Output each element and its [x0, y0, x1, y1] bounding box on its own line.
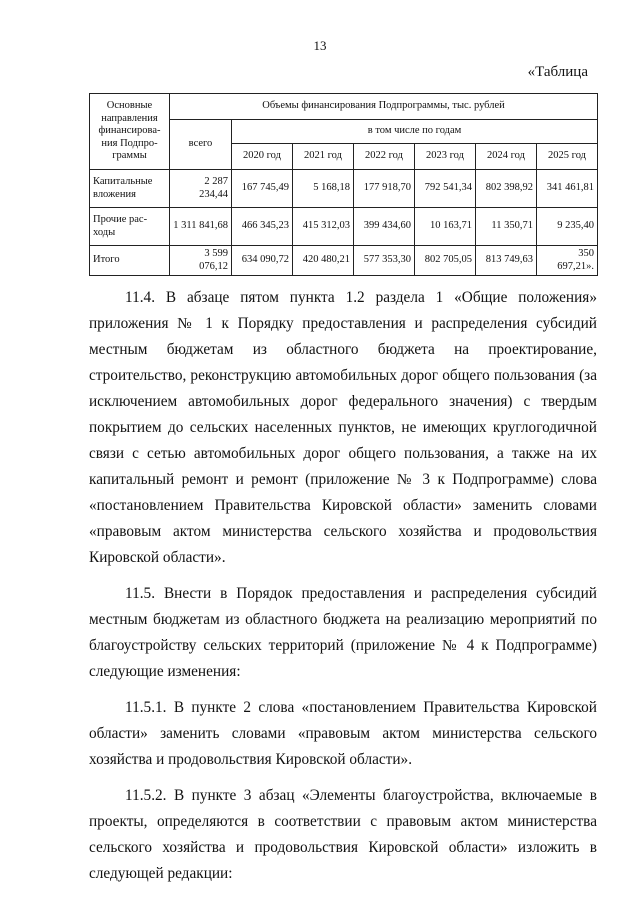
header-year: 2022 год	[354, 144, 415, 170]
row-name: Итого	[90, 246, 170, 276]
paragraph-11-5: 11.5. Внести в Порядок предоставления и распределения субсидий местным бюджетам из областного бюджета на реализацию мероприятий по благоустройству сельских территорий (приложение № 4 к Подпрограмме) следующие изменения:	[89, 585, 597, 680]
paragraph-11-5-1: 11.5.1. В пункте 2 слова «постановлением Правительства Кировской области» заменить словами «правовым актом министерства сельского хозяйства и продовольствия Кировской области».	[89, 699, 597, 768]
row-value: 177 918,70	[354, 170, 415, 208]
row-value: 350 697,21».	[537, 246, 598, 276]
row-value: 802 705,05	[415, 246, 476, 276]
row-value: 167 745,49	[232, 170, 293, 208]
row-name: Прочие рас-ходы	[90, 208, 170, 246]
row-total: 1 311 841,68	[170, 208, 232, 246]
row-total: 3 599 076,12	[170, 246, 232, 276]
paragraph-11-4: 11.4. В абзаце пятом пункта 1.2 раздела 1 «Общие положения» приложения № 1 к Порядку предоставления и распределения субсидий местным бюджетам из областного бюджета на проектирование, строительство, реконструкцию автомобильных дорог общего пользования (за исключением автомобильных дорог федерального значения) с твердым покрытием до сельских населенных пунктов, не имеющих круглогодичной связи с сетью автомобильных дорог общего пользования, а также на их капитальный ремонт и ремонт (приложение № 3 к Подпрограмме) слова «постановлением Правительства Кировской области» заменить словами «правовым актом министерства сельского хозяйства и продовольствия Кировской области».	[89, 289, 597, 566]
row-value: 802 398,92	[476, 170, 537, 208]
row-value: 813 749,63	[476, 246, 537, 276]
row-value: 10 163,71	[415, 208, 476, 246]
header-total: всего	[170, 120, 232, 170]
paragraph-11-5-2: 11.5.2. В пункте 3 абзац «Элементы благоустройства, включаемые в проекты, определяются в соответствии с правовым актом министерства сельского хозяйства и продовольствия Кировской области» изложить в следующей редакции:	[89, 787, 597, 882]
table-row	[90, 208, 598, 246]
financing-table	[89, 93, 598, 276]
page-number: 13	[313, 38, 327, 53]
row-value: 399 434,60	[354, 208, 415, 246]
row-value: 341 461,81	[537, 170, 598, 208]
row-value: 577 353,30	[354, 246, 415, 276]
header-year: 2025 год	[537, 144, 598, 170]
row-value: 5 168,18	[293, 170, 354, 208]
header-year: 2020 год	[232, 144, 293, 170]
row-value: 420 480,21	[293, 246, 354, 276]
header-by-years: в том числе по годам	[232, 120, 598, 144]
row-value: 415 312,03	[293, 208, 354, 246]
header-financing-volumes: Объемы финансирования Подпрограммы, тыс. рублей	[170, 94, 598, 120]
table-row	[90, 170, 598, 208]
header-main-directions: Основные направления финансирова-ния Подпро-граммы	[90, 94, 170, 170]
header-year: 2021 год	[293, 144, 354, 170]
table-caption: «Таблица	[527, 64, 588, 80]
row-value: 466 345,23	[232, 208, 293, 246]
table-row	[90, 246, 598, 276]
row-value: 792 541,34	[415, 170, 476, 208]
row-name: Капитальные вложения	[90, 170, 170, 208]
row-value: 634 090,72	[232, 246, 293, 276]
row-value: 11 350,71	[476, 208, 537, 246]
row-total: 2 287 234,44	[170, 170, 232, 208]
row-value: 9 235,40	[537, 208, 598, 246]
header-year: 2024 год	[476, 144, 537, 170]
document-body	[89, 285, 597, 887]
header-year: 2023 год	[415, 144, 476, 170]
